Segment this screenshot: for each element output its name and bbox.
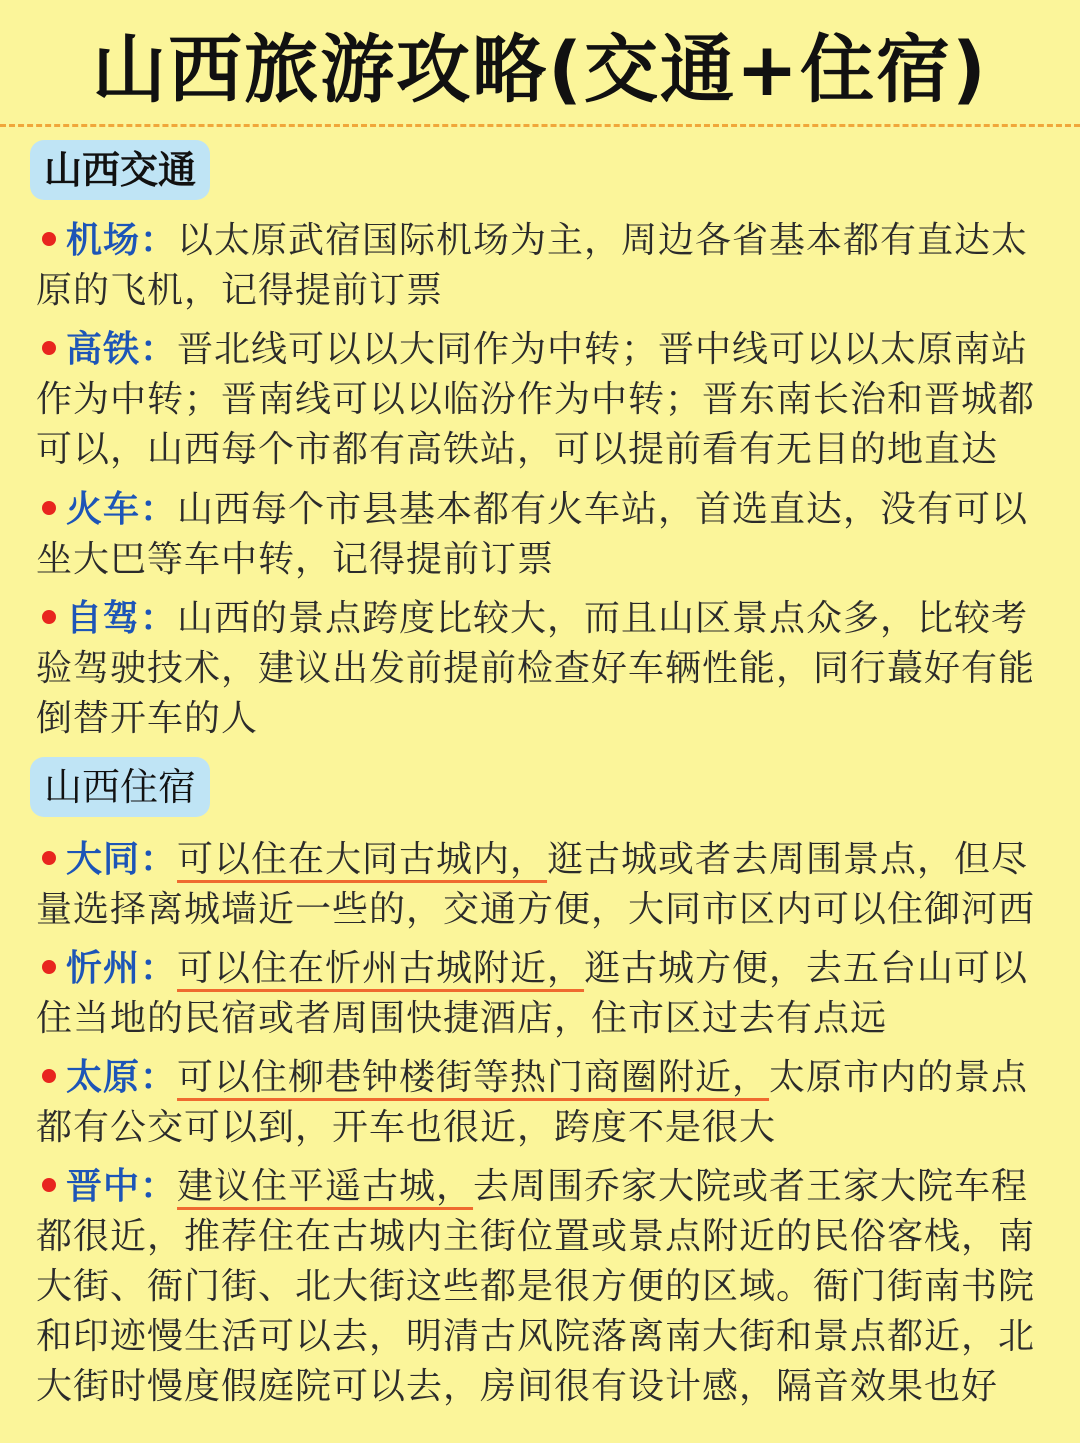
item-label: 晋中： [66,1166,178,1207]
bullet-icon [42,610,56,624]
page-title: 山西旅游攻略(交通+住宿) [92,27,988,113]
bullet-icon [42,232,56,246]
bullet-icon [42,851,56,865]
list-item-datong [36,835,1048,935]
item-text: 逛古城或者去周围景点，但尽量选择离城墙近一些的，交通方便，大同市区内可以住御河西 [36,839,1036,930]
item-label: 太原： [66,1057,178,1098]
section-heading-transport: 山西交通 [30,140,210,200]
item-text: 以太原武宿国际机场为主，周边各省基本都有直达太原的飞机，记得提前订票 [36,220,1029,311]
list-item-airport [36,216,1048,316]
list-item-jinzhong [36,1162,1048,1412]
item-highlight: 可以住柳巷钟楼街等热门商圈附近， [177,1057,770,1098]
item-label: 火车： [66,489,178,530]
bullet-icon [42,341,56,355]
item-text: 晋北线可以以大同作为中转；晋中线可以以太原南站作为中转；晋南线可以以临汾作为中转；晋东南长治和晋城都可以，山西每个市都有高铁站，可以提前看有无目的地直达 [36,329,1036,470]
item-highlight: 建议住平遥古城， [177,1166,474,1207]
item-text: 山西的景点跨度比较大，而且山区景点众多，比较考验驾驶技术，建议出发前提前检查好车辆性能，同行蕞好有能倒替开车的人 [36,598,1036,739]
dashed-divider [0,124,1080,127]
bullet-icon [42,960,56,974]
item-text: 山西每个市县基本都有火车站，首选直达，没有可以坐大巴等车中转，记得提前订票 [36,489,1029,580]
item-label: 机场： [66,220,178,261]
list-item-self-drive [36,594,1048,744]
list-item-train [36,485,1048,585]
item-label: 忻州： [66,948,178,989]
item-label: 自驾： [66,598,178,639]
item-highlight: 可以住在大同古城内， [177,839,548,880]
bullet-icon [42,1178,56,1192]
item-label: 大同： [66,839,178,880]
item-text: 去周围乔家大院或者王家大院车程都很近，推荐住在古城内主街位置或景点附近的民俗客栈，南大街、衙门街、北大街这些都是很方便的区域。衙门街南书院和印迹慢生活可以去，明清古风院落离南大街和景点都近，北大街时慢度假庭院可以去，房间很有设计感，隔音效果也好 [36,1166,1036,1407]
item-highlight: 可以住在忻州古城附近， [177,948,585,989]
item-label: 高铁： [66,329,178,370]
list-item-xinzhou [36,944,1048,1044]
list-item-taiyuan [36,1053,1048,1153]
bullet-icon [42,501,56,515]
section-heading-lodging: 山西住宿 [30,757,210,817]
item-text: 逛古城方便，去五台山可以住当地的民宿或者周围快捷酒店，住市区过去有点远 [36,948,1029,1039]
item-text: 太原市内的景点都有公交可以到，开车也很近，跨度不是很大 [36,1057,1029,1148]
bullet-icon [42,1069,56,1083]
list-item-highspeed-rail [36,325,1048,475]
